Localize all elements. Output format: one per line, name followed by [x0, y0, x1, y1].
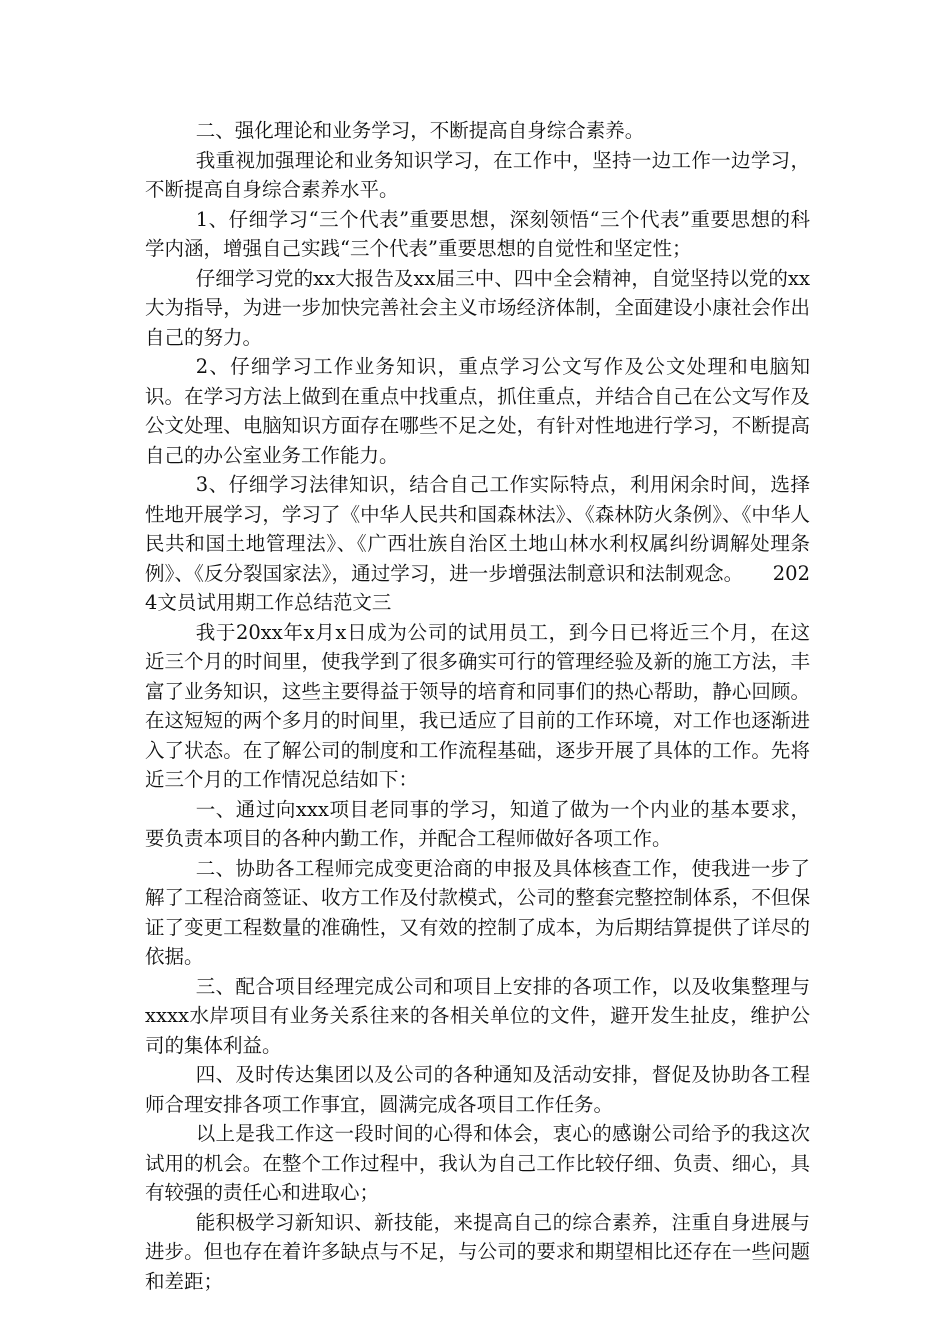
- paragraph: 1、仔细学习“三个代表”重要思想，深刻领悟“三个代表”重要思想的科学内涵，增强自己实践“三个代表”重要思想的自觉性和坚定性；: [145, 207, 810, 260]
- paragraph: 二、协助各工程师完成变更洽商的申报及具体核查工作，使我进一步了解了工程洽商签证、收方工作及付款模式，公司的整套完整控制体系，不但保证了变更工程数量的准确性，又有效的控制了成本，为后期结算提供了详尽的依据。: [145, 856, 810, 968]
- paragraph: 我重视加强理论和业务知识学习，在工作中，坚持一边工作一边学习，不断提高自身综合素养水平。: [145, 148, 810, 201]
- document-body: [145, 116, 810, 1296]
- paragraph: 四、及时传达集团以及公司的各种通知及活动安排，督促及协助各工程师合理安排各项工作事宜，圆满完成各项目工作任务。: [145, 1063, 810, 1116]
- paragraph: 一、通过向xxx项目老同事的学习，知道了做为一个内业的基本要求，要负责本项目的各种内勤工作，并配合工程师做好各项工作。: [145, 797, 810, 850]
- paragraph: 以上是我工作这一段时间的心得和体会，衷心的感谢公司给予的我这次试用的机会。在整个工作过程中，我认为自己工作比较仔细、负责、细心，具有较强的责任心和进取心；: [145, 1122, 810, 1204]
- paragraph: 三、配合项目经理完成公司和项目上安排的各项工作，以及收集整理与xxxx水岸项目有业务关系往来的各相关单位的文件，避开发生扯皮，维护公司的集体利益。: [145, 974, 810, 1057]
- paragraph: 3、仔细学习法律知识，结合自己工作实际特点，利用闲余时间，选择性地开展学习，学习了《中华人民共和国森林法》、《森林防火条例》、《中华人民共和国土地管理法》、《广西壮族自治区土地山林水利权属纠纷调解处理条例》、《反分裂国家法》，通过学习，进一步增强法制意识和法制观念。 2024文员试用期工作总结范文三: [145, 473, 810, 614]
- paragraph: 我于20xx年x月x日成为公司的试用员工，到今日已将近三个月，在这近三个月的时间里，使我学到了很多确实可行的管理经验及新的施工方法，丰富了业务知识，这些主要得益于领导的培育和同事们的热心帮助，静心回顾。在这短短的两个多月的时间里，我已适应了目前的工作环境，对工作也逐渐进入了状态。在了解公司的制度和工作流程基础，逐步开展了具体的工作。先将近三个月的工作情况总结如下：: [145, 620, 810, 791]
- paragraph: 二、强化理论和业务学习，不断提高自身综合素养。: [195, 119, 645, 142]
- paragraph: 能积极学习新知识、新技能，来提高自己的综合素养，注重自身进展与进步。但也存在着许多缺点与不足，与公司的要求和期望相比还存在一些问题和差距；: [145, 1210, 810, 1293]
- paragraph: 仔细学习党的xx大报告及xx届三中、四中全会精神，自觉坚持以党的xx大为指导，为进一步加快完善社会主义市场经济体制，全面建设小康社会作出自己的努力。: [145, 266, 810, 349]
- paragraph: 2、仔细学习工作业务知识，重点学习公文写作及公文处理和电脑知识。在学习方法上做到在重点中找重点，抓住重点，并结合自己在公文写作及公文处理、电脑知识方面存在哪些不足之处，有针对性地进行学习，不断提高自己的办公室业务工作能力。: [145, 355, 810, 467]
